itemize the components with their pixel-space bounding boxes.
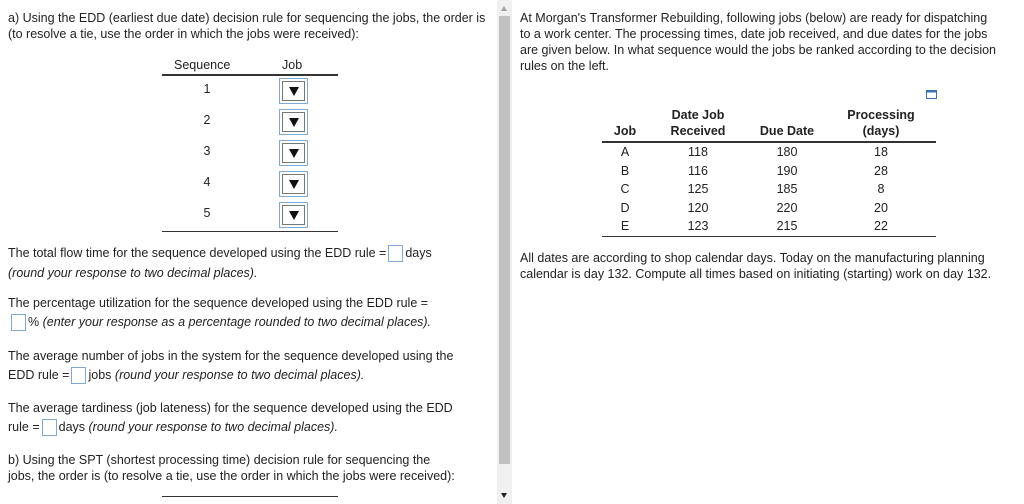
sequence-header: Sequence bbox=[174, 58, 231, 72]
tard-label: The average tardiness (job lateness) for the sequence developed using the EDD bbox=[8, 401, 453, 415]
sequence-number: 5 bbox=[203, 206, 211, 220]
cell-due: 180 bbox=[776, 145, 798, 160]
job-col-header: Job bbox=[602, 123, 648, 142]
received-col-header-1: Date Job bbox=[671, 108, 725, 122]
question-avg-jobs bbox=[8, 348, 494, 384]
dropdown-arrow-icon bbox=[289, 87, 299, 96]
due-col-header: Due Date bbox=[748, 123, 826, 142]
cell-job: D bbox=[620, 200, 630, 215]
job-header: Job bbox=[282, 58, 303, 72]
dropdown-arrow-icon bbox=[289, 118, 299, 127]
received-col-header-2: Received bbox=[648, 123, 748, 142]
cell-processing: 28 bbox=[874, 163, 888, 178]
dropdown-arrow-icon bbox=[289, 211, 299, 220]
flow-label: The total flow time for the sequence developed using the EDD rule = bbox=[8, 246, 387, 260]
cell-job: A bbox=[620, 145, 630, 160]
avgjobs-label-2: EDD rule = bbox=[8, 368, 70, 382]
jobs-data-table bbox=[602, 107, 936, 237]
part-b-intro bbox=[8, 452, 494, 484]
avgjobs-label: The average number of jobs in the system for the sequence developed using the bbox=[8, 349, 454, 363]
tardiness-input[interactable] bbox=[42, 419, 57, 436]
sequence-table-footer bbox=[162, 231, 338, 232]
table-row bbox=[602, 142, 936, 162]
cell-due: 190 bbox=[776, 163, 798, 178]
question-utilization bbox=[8, 295, 494, 331]
proc-col-header-1: Processing bbox=[847, 108, 915, 122]
part-a-intro: a) Using the EDD (earliest due date) decision rule for sequencing the jobs, the order is (to resolve a tie, use the order in which the jobs were received): bbox=[8, 11, 486, 41]
job-select-4[interactable] bbox=[279, 171, 308, 197]
cell-processing: 8 bbox=[877, 182, 885, 197]
cell-due: 185 bbox=[776, 182, 798, 197]
util-unit: % bbox=[28, 315, 40, 329]
tard-unit: days bbox=[58, 420, 86, 434]
avg-jobs-input[interactable] bbox=[71, 367, 86, 384]
cell-received: 116 bbox=[688, 163, 708, 178]
sequence-row bbox=[162, 76, 338, 107]
flow-unit: days bbox=[405, 246, 432, 260]
sequence-number: 4 bbox=[203, 175, 211, 189]
sequence-number: 1 bbox=[203, 82, 211, 96]
sequence-row bbox=[162, 169, 338, 200]
util-label: The percentage utilization for the sequence developed using the EDD rule = bbox=[8, 296, 429, 310]
cell-processing: 20 bbox=[874, 200, 888, 215]
cell-job: C bbox=[620, 182, 630, 197]
table-row bbox=[602, 180, 936, 199]
scroll-up-icon[interactable] bbox=[501, 6, 507, 11]
cell-received: 120 bbox=[687, 200, 709, 215]
tard-note: (round your response to two decimal places). bbox=[88, 420, 338, 434]
due-col-header-top bbox=[748, 107, 826, 123]
utilization-input[interactable] bbox=[11, 314, 26, 331]
avgjobs-unit: jobs bbox=[88, 368, 112, 382]
cell-processing: 18 bbox=[874, 145, 888, 160]
avgjobs-note: (round your response to two decimal places). bbox=[114, 368, 365, 382]
part-b-table-top bbox=[162, 496, 338, 497]
job-select-2[interactable] bbox=[279, 109, 308, 135]
part-b-line1: b) Using the SPT (shortest processing time) decision rule for sequencing the bbox=[8, 453, 431, 467]
proc-col-header-2: (days) bbox=[826, 123, 936, 142]
dropdown-arrow-icon bbox=[289, 180, 299, 189]
scrollbar-thumb[interactable] bbox=[499, 16, 510, 464]
problem-intro: At Morgan's Transformer Rebuilding, following jobs (below) are ready for dispatching to a work center. The processing times, date job received, and due dates for the jobs are given below. In what sequence would the jobs be ranked according to the decision rules on the left. bbox=[520, 11, 997, 73]
sequence-row bbox=[162, 138, 338, 169]
sequence-row bbox=[162, 107, 338, 138]
table-row bbox=[602, 162, 936, 181]
question-tardiness bbox=[8, 400, 494, 436]
tard-label-2: rule = bbox=[8, 420, 40, 434]
question-flow-time bbox=[8, 245, 494, 281]
table-row bbox=[602, 217, 936, 236]
flow-time-input[interactable] bbox=[388, 245, 403, 262]
cell-job: B bbox=[620, 163, 630, 178]
left-panel bbox=[0, 0, 496, 504]
util-note: (enter your response as a percentage rounded to two decimal places). bbox=[42, 315, 432, 329]
sequence-number: 3 bbox=[203, 144, 211, 158]
dropdown-arrow-icon bbox=[289, 149, 299, 158]
sequence-table-header bbox=[162, 54, 338, 76]
cell-received: 123 bbox=[648, 217, 748, 236]
job-select-5[interactable] bbox=[279, 202, 308, 228]
cell-due: 220 bbox=[776, 200, 798, 215]
cell-processing: 22 bbox=[826, 217, 936, 236]
scroll-down-icon[interactable] bbox=[501, 493, 507, 498]
cell-received: 125 bbox=[687, 182, 709, 197]
cell-due: 215 bbox=[748, 217, 826, 236]
job-select-1[interactable] bbox=[279, 78, 308, 104]
vertical-scrollbar[interactable] bbox=[497, 0, 512, 504]
sequence-table bbox=[162, 54, 338, 232]
table-row bbox=[602, 199, 936, 218]
part-b-line2: jobs, the order is (to resolve a tie, use the order in which the jobs were received): bbox=[8, 469, 455, 483]
flow-note: (round your response to two decimal places). bbox=[8, 266, 258, 281]
expand-table-icon[interactable] bbox=[926, 90, 937, 99]
sequence-number: 2 bbox=[203, 113, 211, 127]
cell-job: E bbox=[602, 217, 648, 236]
job-select-3[interactable] bbox=[279, 140, 308, 166]
job-col-header-top bbox=[602, 107, 648, 123]
cell-received: 118 bbox=[688, 145, 708, 160]
shop-calendar-note: All dates are according to shop calendar days. Today on the manufacturing planning calendar is day 132. Compute all times based on initiating (starting) work on day 132. bbox=[520, 251, 992, 281]
sequence-row bbox=[162, 200, 338, 231]
